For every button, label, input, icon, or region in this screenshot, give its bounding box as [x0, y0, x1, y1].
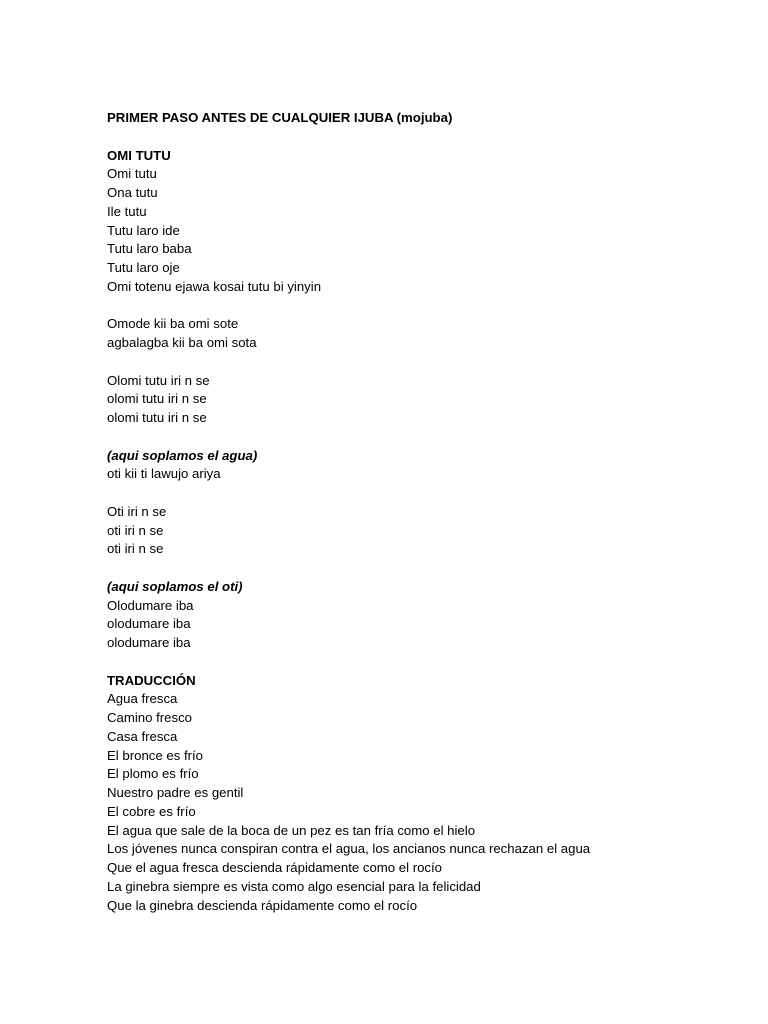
text-line: olomi tutu iri n se — [107, 391, 207, 407]
text-line: Omi tutu — [107, 166, 157, 182]
text-line: Que la ginebra descienda rápidamente como el rocío — [107, 897, 418, 913]
spacer — [107, 428, 747, 447]
text-line: El cobre es frío — [107, 803, 196, 819]
text-line: Los jóvenes nunca conspiran contra el agua, los ancianos nunca rechazan el agua — [107, 841, 591, 857]
spacer — [107, 559, 747, 578]
text-line: Omode kii ba omi sote — [107, 316, 239, 332]
text-line: Casa fresca — [107, 728, 178, 744]
document-title: PRIMER PASO ANTES DE CUALQUIER IJUBA (mojuba) — [107, 110, 453, 125]
instruction-note: (aqui soplamos el oti) — [107, 578, 243, 594]
text-line: Nuestro padre es gentil — [107, 785, 244, 800]
instruction-note: (aqui soplamos el agua) — [107, 447, 258, 463]
text-line: Omi totenu ejawa kosai tutu bi yinyin — [107, 278, 322, 294]
spacer — [107, 128, 747, 147]
text-line: Agua fresca — [107, 691, 178, 707]
spacer — [107, 297, 747, 316]
text-line: olodumare iba — [107, 635, 191, 650]
text-line: Tutu laro baba — [107, 241, 192, 257]
text-line: Tutu laro oje — [107, 260, 180, 275]
section-heading: TRADUCCIÓN — [107, 672, 196, 688]
text-line: Ona tutu — [107, 185, 158, 200]
text-line: olomi tutu iri n se — [107, 410, 207, 425]
text-line: Que el agua fresca descienda rápidamente como el rocío — [107, 860, 443, 875]
text-line: oti iri n se — [107, 522, 164, 538]
text-line: Olomi tutu iri n se — [107, 372, 210, 388]
spacer — [107, 653, 747, 672]
text-line: El bronce es frío — [107, 747, 204, 763]
spacer — [107, 484, 747, 503]
text-line: El plomo es frío — [107, 766, 199, 782]
text-line: El agua que sale de la boca de un pez es tan fría como el hielo — [107, 822, 476, 838]
section-heading: OMI TUTU — [107, 147, 171, 163]
text-line: Ile tutu — [107, 203, 147, 219]
text-line: La ginebra siempre es vista como algo esencial para la felicidad — [107, 878, 481, 894]
text-line: agbalagba kii ba omi sota — [107, 335, 257, 350]
spacer — [107, 353, 747, 372]
text-line: Olodumare iba — [107, 597, 194, 613]
text-line: olodumare iba — [107, 616, 191, 632]
text-line: Camino fresco — [107, 710, 193, 725]
text-line: Oti iri n se — [107, 503, 167, 519]
document-page — [107, 109, 747, 915]
text-line: oti iri n se — [107, 541, 164, 557]
text-line: Tutu laro ide — [107, 222, 180, 238]
text-line: oti kii ti lawujo ariya — [107, 466, 221, 482]
